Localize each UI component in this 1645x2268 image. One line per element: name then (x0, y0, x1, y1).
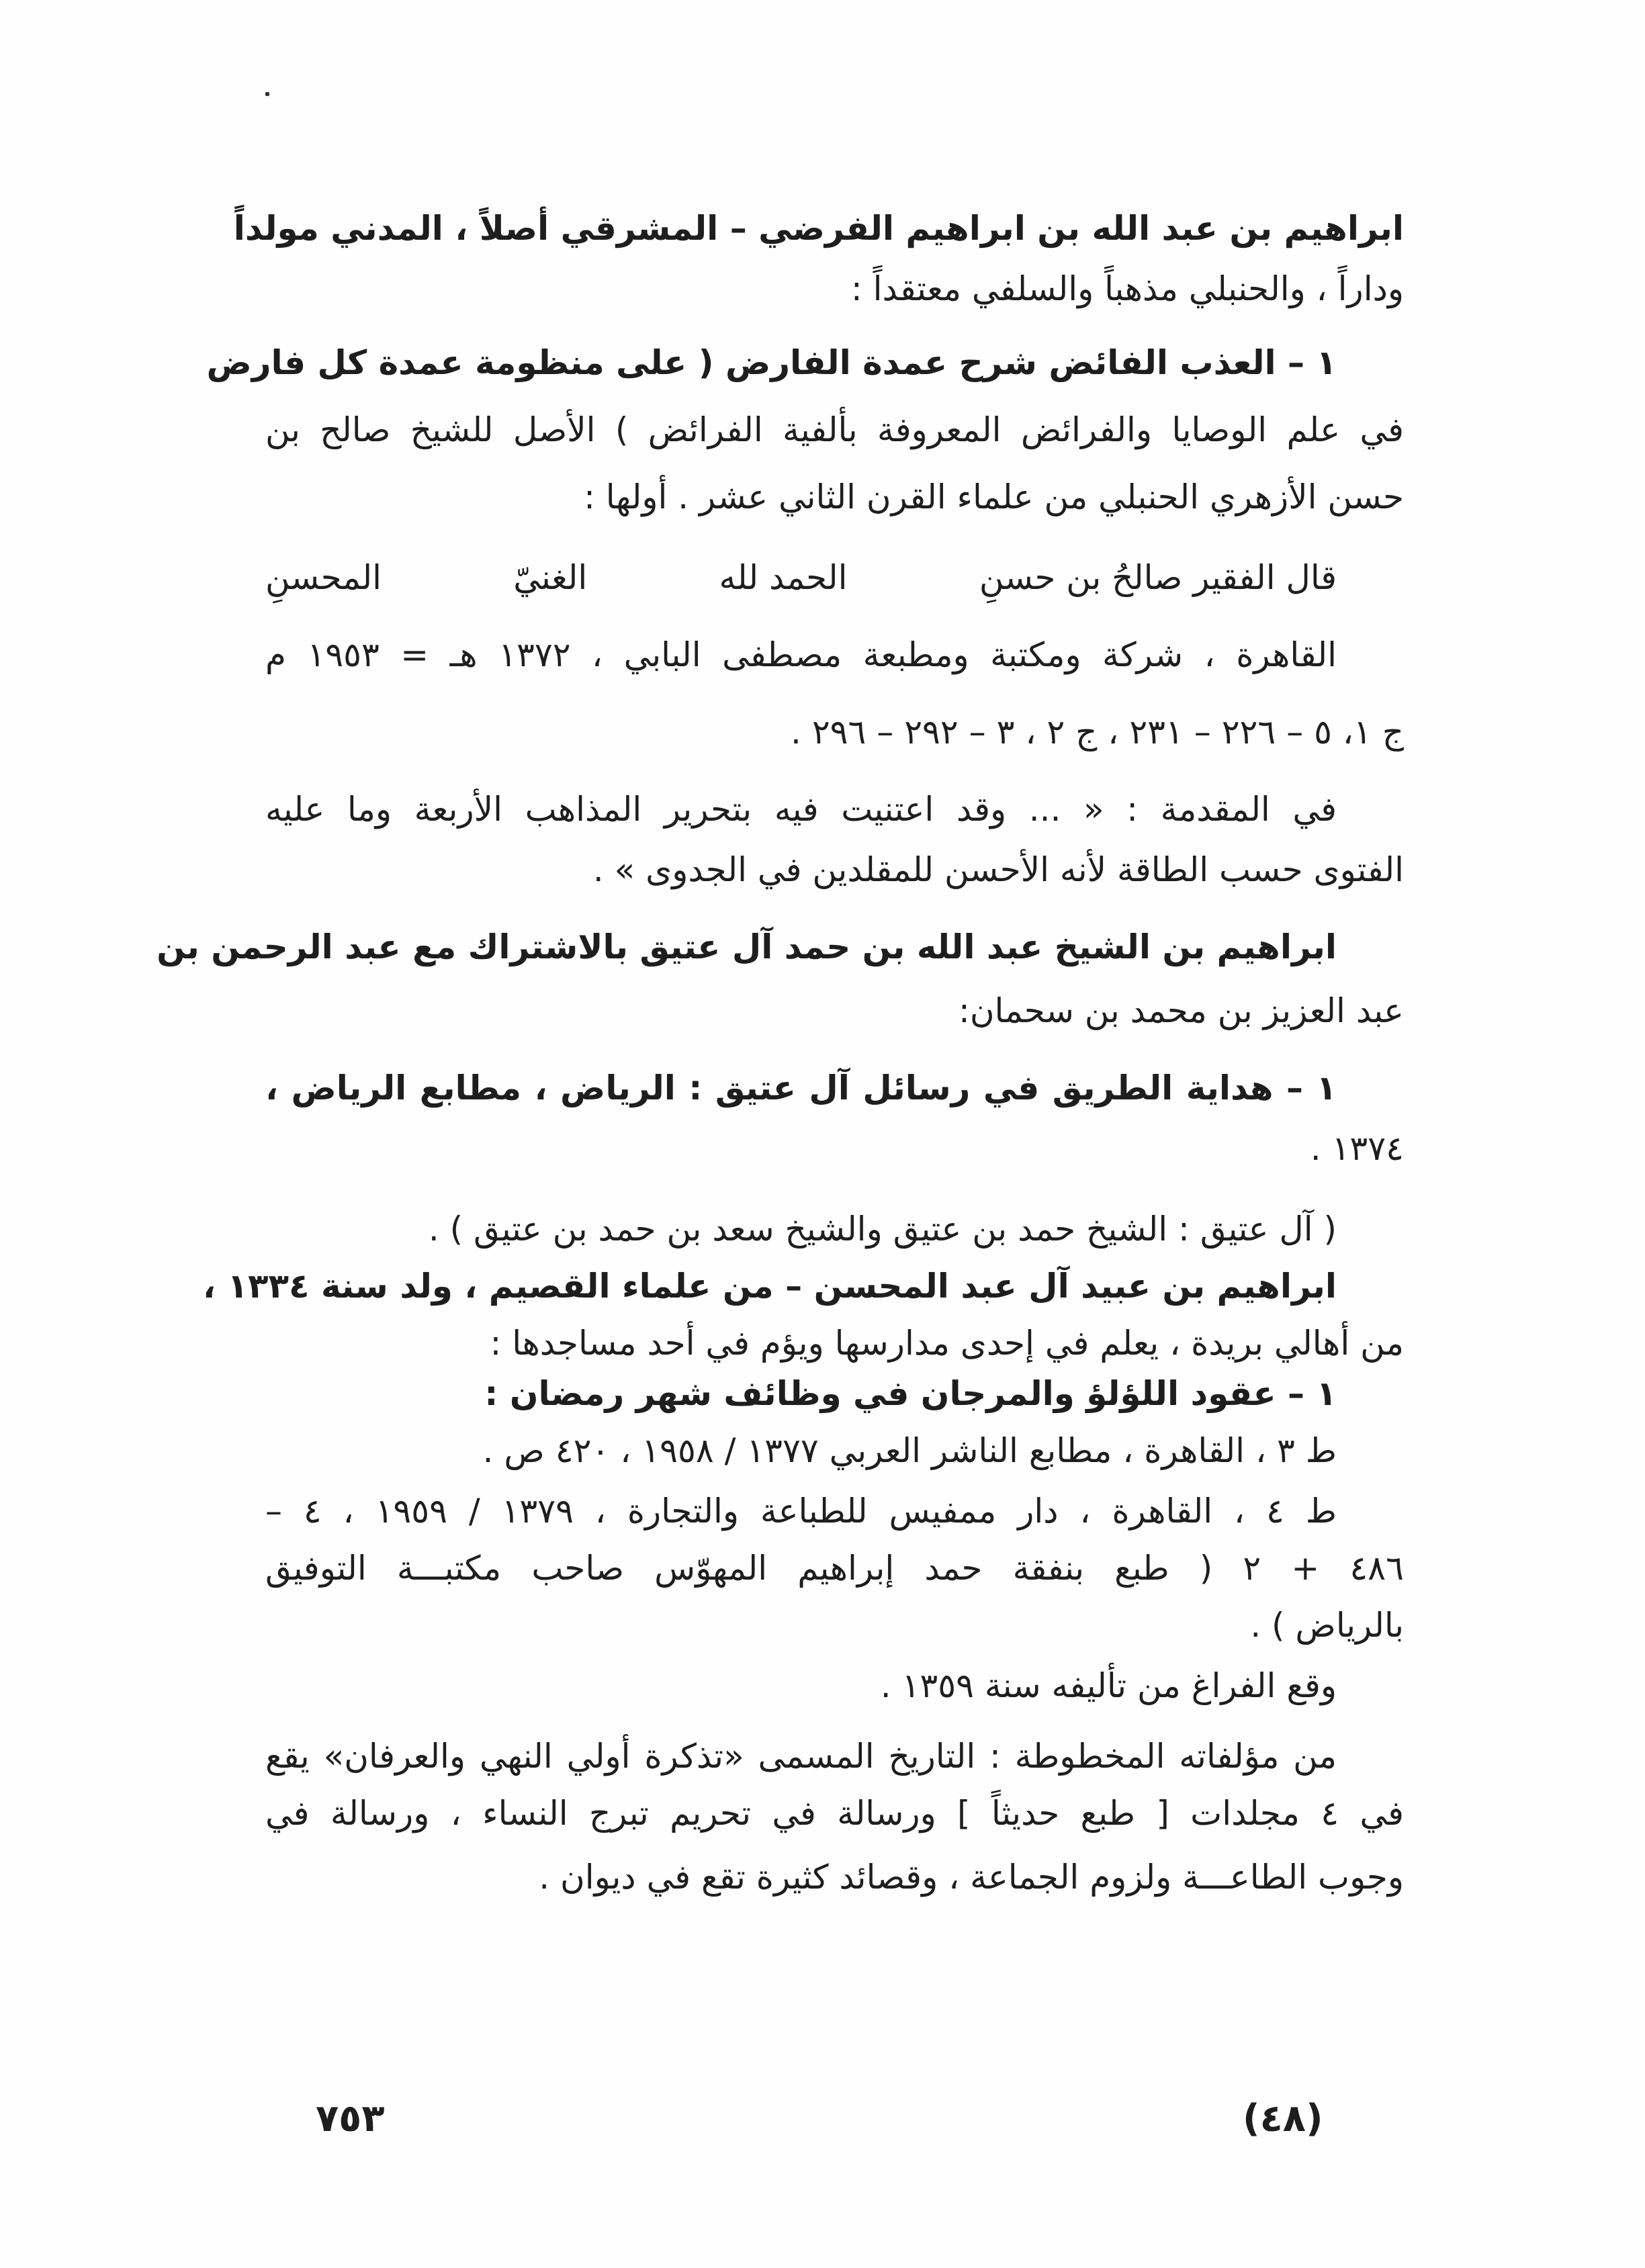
entry-1-line: في علم الوصايا والفرائض المعروفة بألفية الفرائض ) الأصل للشيخ صالح بن (265, 410, 1404, 449)
page-number: ٧٥٣ (316, 2097, 385, 2140)
entry-2-note-line: ( آل عتيق : الشيخ حمد بن عتيق والشيخ سعد بن حمد بن عتيق ) . (428, 1210, 1337, 1249)
entry-2-line: عبد العزيز بن محمد بن سحمان: (958, 991, 1404, 1030)
manuscripts-line: من مؤلفاته المخطوطة : التاريخ المسمى «تذكرة أولي النهي والعرفان» يقع (265, 1737, 1337, 1776)
scan-speck (265, 92, 269, 96)
entry-number: (٤٨) (1243, 2097, 1323, 2140)
verse-hemistich-left-2: الغنيّ (513, 558, 588, 597)
entry-3-book-title-line: ١ – عقود اللؤلؤ والمرجان في وظائف شهر رمضان : (484, 1374, 1337, 1413)
edition-line: ط ٣ ، القاهرة ، مطابع الناشر العربي ١٣٧٧ / ١٩٥٨ ، ٤٢٠ ص . (482, 1431, 1337, 1470)
entry-2-book-title-line: ١ – هداية الطريق في رسائل آل عتيق : الرياض ، مطابع الرياض ، (265, 1069, 1337, 1107)
entry-3-heading-line: ابراهيم بن عبيد آل عبد المحسن – من علماء القصيم ، ولد سنة ١٣٣٤ ، (203, 1267, 1337, 1306)
manuscripts-line: في ٤ مجلدات [ طبع حديثاً ] ورسالة في تحريم تبرج النساء ، ورسالة في (265, 1794, 1404, 1833)
intro-quote-line: في المقدمة : « ... وقد اعتنيت فيه بتحرير المذاهب الأربعة وما عليه (265, 790, 1337, 829)
verse-hemistich-right: قال الفقير صالحُ بن حسنِ (979, 558, 1337, 597)
entry-1-book-title-line: ١ – العذب الفائض شرح عمدة الفارض ( على منظومة عمدة كل فارض (206, 343, 1337, 382)
citation-line: القاهرة ، شركة ومكتبة ومطبعة مصطفى البابي ، ١٣٧٢ هـ = ١٩٥٣ م (265, 635, 1337, 674)
manuscripts-line: وجوب الطاعـــة ولزوم الجماعة ، وقصائد كثيرة تقع في ديوان . (539, 1858, 1404, 1897)
entry-1-line: وداراً ، والحنبلي مذهباً والسلفي معتقداً : (850, 269, 1404, 308)
verse-line (265, 551, 1404, 604)
entry-2-heading-line: ابراهيم بن الشيخ عبد الله بن حمد آل عتيق بالاشتراك مع عبد الرحمن بن (157, 927, 1337, 966)
entry-1-heading-line: ابراهيم بن عبد الله بن ابراهيم الفرضي – المشرقي أصلاً ، المدني مولداً (233, 209, 1404, 248)
verse-hemistich-left-1: الحمد لله (719, 558, 848, 597)
edition-line: ط ٤ ، القاهرة ، دار ممفيس للطباعة والتجارة ، ١٣٧٩ / ١٩٥٩ ، ٤ – (265, 1492, 1337, 1531)
verse-hemistich-left-3: المحسنِ (265, 558, 382, 597)
completion-line: وقع الفراغ من تأليفه سنة ١٣٥٩ . (880, 1666, 1337, 1705)
edition-line: ٤٨٦ + ٢ ( طبع بنفقة حمد إبراهيم المهوّس صاحب مكتبـــة التوفيق (265, 1549, 1404, 1588)
entry-2-line: ١٣٧٤ . (1310, 1129, 1404, 1168)
entry-1-line: حسن الأزهري الحنبلي من علماء القرن الثاني عشر . أولها : (584, 478, 1404, 516)
entry-3-line: من أهالي بريدة ، يعلم في إحدى مدارسها ويؤم في أحد مساجدها : (490, 1324, 1404, 1363)
edition-line: بالرياض ) . (1250, 1606, 1404, 1645)
intro-quote-line: الفتوى حسب الطاقة لأنه الأحسن للمقلدين في الجدوى » . (592, 850, 1404, 889)
citation-line: ج ١، ٥ – ٢٢٦ – ٢٣١ ، ج ٢ ، ٣ – ٢٩٢ – ٢٩٦ . (791, 713, 1404, 752)
